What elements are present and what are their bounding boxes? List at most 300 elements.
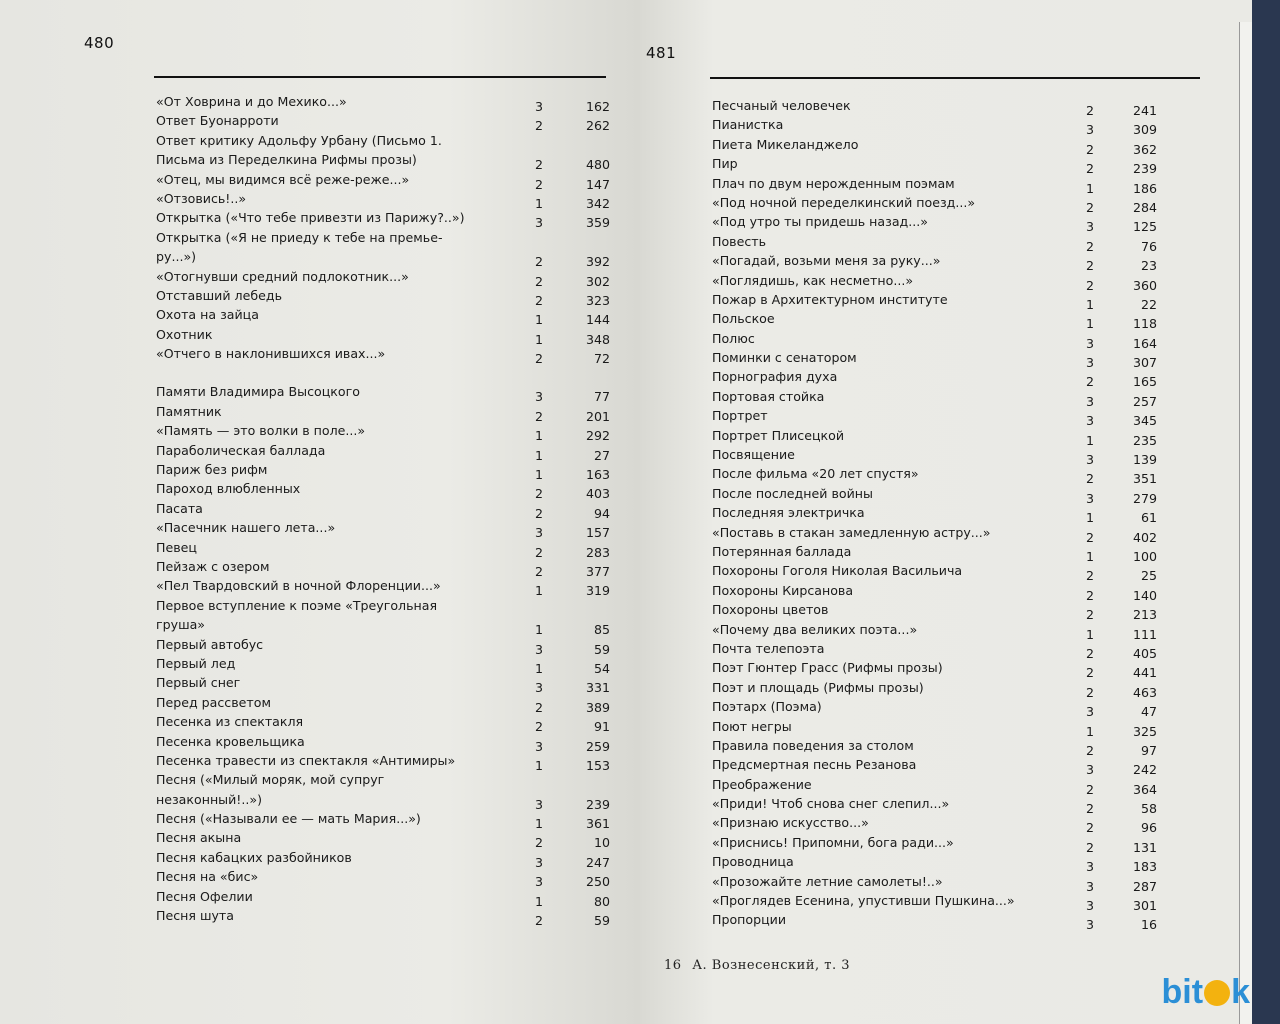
index-entry — [712, 195, 1182, 214]
entry-title: Пожар в Архитектурном институте — [712, 291, 948, 307]
footer-text: А. Вознесенский, т. 3 — [692, 958, 850, 973]
index-entry — [156, 384, 616, 403]
entry-page: 307 — [1132, 355, 1157, 371]
entry-page: 96 — [1140, 820, 1157, 836]
index-entry — [156, 734, 616, 753]
entry-title: Пиета Микеланджело — [712, 136, 859, 152]
index-entry — [712, 641, 1182, 660]
entry-title: Охотник — [156, 326, 213, 342]
index-entry — [712, 874, 1182, 893]
entry-volume: 2 — [1085, 684, 1094, 700]
entry-title: Посвящение — [712, 447, 795, 463]
entry-page: 235 — [1132, 432, 1157, 448]
entry-title: Пропорции — [712, 912, 787, 928]
entry-page: 165 — [1132, 374, 1157, 390]
index-entry — [712, 234, 1182, 253]
entry-page: 257 — [1132, 393, 1157, 409]
entry-volume: 3 — [1085, 355, 1094, 371]
entry-title: Песня кабацких разбойников — [156, 849, 352, 865]
index-entry — [156, 346, 616, 365]
entry-page: 201 — [585, 408, 610, 424]
entry-volume: 3 — [1085, 122, 1094, 138]
entry-volume: 2 — [534, 273, 543, 289]
index-entry — [712, 854, 1182, 873]
entry-volume: 2 — [1085, 568, 1094, 584]
entry-title: Поэт Гюнтер Грасс (Рифмы прозы) — [712, 660, 943, 676]
index-entry — [712, 563, 1182, 582]
entry-page: 100 — [1132, 548, 1157, 564]
entry-volume: 2 — [1085, 645, 1094, 661]
entry-title: груша» — [156, 617, 206, 633]
entry-page: 91 — [593, 719, 610, 735]
entry-title: Первое вступление к поэме «Треугольная — [156, 597, 438, 613]
entry-page: 323 — [585, 292, 610, 308]
entry-page: 118 — [1132, 316, 1157, 332]
entry-page: 22 — [1140, 296, 1157, 312]
entry-volume: 1 — [1085, 510, 1094, 526]
entry-page: 283 — [585, 544, 610, 560]
entry-volume: 2 — [1085, 238, 1094, 254]
entry-volume: 3 — [1085, 393, 1094, 409]
entry-volume: 2 — [1085, 471, 1094, 487]
header-rule-right — [710, 77, 1200, 79]
entry-volume: 2 — [534, 719, 543, 735]
entry-page: 242 — [1132, 762, 1157, 778]
entry-title: Поэт и площадь (Рифмы прозы) — [712, 679, 924, 695]
entry-volume: 3 — [1085, 335, 1094, 351]
entry-page: 250 — [585, 874, 610, 890]
entry-page: 345 — [1132, 413, 1157, 429]
entry-volume: 3 — [534, 389, 543, 405]
index-entry — [156, 307, 616, 326]
entry-title: «Погадай, возьми меня за руку...» — [712, 253, 941, 269]
index-entry — [156, 365, 616, 384]
watermark-text-after: k — [1231, 973, 1250, 1011]
index-entry — [156, 210, 616, 229]
entry-title: Охота на зайца — [156, 307, 259, 323]
index-entry — [156, 462, 616, 481]
entry-volume: 2 — [534, 254, 543, 270]
entry-title: Пианистка — [712, 117, 784, 133]
entry-title: «Память — это волки в поле...» — [156, 423, 366, 439]
entry-volume: 3 — [1085, 452, 1094, 468]
entry-page: 309 — [1132, 122, 1157, 138]
index-entry — [156, 133, 616, 152]
entry-page: 213 — [1132, 607, 1157, 623]
entry-page: 147 — [585, 176, 610, 192]
index-entry — [712, 466, 1182, 485]
entry-volume: 2 — [1085, 742, 1094, 758]
entry-volume: 2 — [1085, 529, 1094, 545]
entry-title: «Пел Твардовский в ночной Флоренции...» — [156, 578, 441, 594]
index-entry — [156, 113, 616, 132]
entry-page: 163 — [585, 467, 610, 483]
entry-title: Пир — [712, 156, 738, 172]
entry-volume: 3 — [1085, 413, 1094, 429]
index-list-left — [156, 94, 616, 927]
index-entry — [156, 656, 616, 675]
entry-page: 164 — [1132, 335, 1157, 351]
entry-volume: 2 — [1085, 587, 1094, 603]
entry-page: 348 — [585, 331, 610, 347]
entry-title: Первый лед — [156, 655, 236, 671]
index-entry — [712, 156, 1182, 175]
entry-page: 364 — [1132, 781, 1157, 797]
index-entry — [156, 617, 616, 636]
entry-title: Похороны цветов — [712, 602, 829, 618]
entry-volume: 3 — [1085, 917, 1094, 933]
index-entry — [156, 520, 616, 539]
entry-page: 331 — [585, 680, 610, 696]
entry-title: Параболическая баллада — [156, 442, 326, 458]
entry-volume: 1 — [534, 893, 543, 909]
entry-volume: 2 — [1085, 801, 1094, 817]
entry-title: «Приди! Чтоб снова снег слепил...» — [712, 796, 950, 812]
entry-volume: 2 — [534, 176, 543, 192]
index-entry — [156, 423, 616, 442]
index-entry — [156, 288, 616, 307]
entry-title: Песня Офелии — [156, 888, 253, 904]
entry-volume: 2 — [1085, 607, 1094, 623]
entry-volume: 2 — [1085, 277, 1094, 293]
entry-volume: 1 — [534, 428, 543, 444]
book-cover-edge — [1252, 0, 1280, 1024]
entry-volume: 2 — [534, 118, 543, 134]
entry-volume: 2 — [534, 292, 543, 308]
entry-title: «Признаю искусство...» — [712, 815, 869, 831]
index-entry — [156, 152, 616, 171]
index-entry — [156, 637, 616, 656]
entry-volume: 2 — [534, 486, 543, 502]
entry-page: 351 — [1132, 471, 1157, 487]
entry-page: 441 — [1132, 665, 1157, 681]
entry-title: Певец — [156, 539, 197, 555]
entry-title: «Отец, мы видимся всё реже-реже...» — [156, 171, 410, 187]
entry-page: 239 — [585, 796, 610, 812]
index-entry — [156, 889, 616, 908]
entry-page: 377 — [585, 563, 610, 579]
entry-page: 58 — [1140, 801, 1157, 817]
entry-title: «Отчего в наклонившихся ивах...» — [156, 346, 386, 362]
entry-title: Первый снег — [156, 675, 241, 691]
entry-page: 111 — [1132, 626, 1157, 642]
watermark-logo — [1162, 973, 1250, 1012]
index-entry — [156, 94, 616, 113]
entry-volume: 3 — [534, 525, 543, 541]
entry-page: 157 — [585, 525, 610, 541]
entry-title: «Проглядев Есенина, упустивши Пушкина...» — [712, 893, 1015, 909]
entry-volume: 2 — [1085, 665, 1094, 681]
index-entry — [156, 598, 616, 617]
entry-page: 247 — [585, 854, 610, 870]
index-entry — [712, 428, 1182, 447]
entry-volume: 3 — [1085, 878, 1094, 894]
index-entry — [712, 719, 1182, 738]
entry-title: «Под ночной переделкинский поезд...» — [712, 194, 976, 210]
index-entry — [712, 331, 1182, 350]
entry-volume: 1 — [534, 583, 543, 599]
index-entry — [712, 98, 1182, 117]
index-entry — [712, 137, 1182, 156]
entry-volume: 2 — [1085, 103, 1094, 118]
entry-volume: 3 — [1085, 898, 1094, 914]
entry-page: 402 — [1132, 529, 1157, 545]
entry-page: 342 — [585, 195, 610, 211]
entry-page: 359 — [585, 215, 610, 231]
entry-title: Преображение — [712, 776, 812, 792]
entry-volume: 2 — [534, 351, 543, 367]
entry-page: 25 — [1140, 568, 1157, 584]
entry-title: Письма из Переделкина Рифмы прозы) — [156, 152, 417, 168]
entry-title: Плач по двум нерожденным поэмам — [712, 175, 955, 191]
entry-title: После фильма «20 лет спустя» — [712, 466, 919, 482]
index-entry — [156, 230, 616, 249]
entry-volume: 2 — [534, 157, 543, 173]
entry-volume: 2 — [1085, 258, 1094, 274]
index-entry — [712, 893, 1182, 912]
entry-volume: 3 — [1085, 762, 1094, 778]
entry-page: 10 — [593, 835, 610, 851]
entry-title: Правила поведения за столом — [712, 737, 914, 753]
index-entry — [156, 908, 616, 927]
index-entry — [156, 772, 616, 791]
entry-page: 292 — [585, 428, 610, 444]
entry-title: Поют негры — [712, 718, 792, 734]
entry-page: 262 — [585, 118, 610, 134]
entry-volume: 1 — [534, 816, 543, 832]
entry-volume: 2 — [1085, 141, 1094, 157]
entry-volume: 2 — [534, 408, 543, 424]
index-entry — [156, 850, 616, 869]
index-list-right — [712, 98, 1182, 932]
entry-title: Открытка («Я не приеду к тебе на премье- — [156, 229, 443, 245]
entry-title: Песня («Милый моряк, мой супруг — [156, 772, 385, 788]
index-entry — [156, 540, 616, 559]
index-entry — [712, 757, 1182, 776]
entry-title: Песня шута — [156, 908, 234, 924]
entry-page: 94 — [593, 505, 610, 521]
entry-title: Портрет — [712, 408, 768, 424]
entry-page: 279 — [1132, 490, 1157, 506]
entry-volume: 2 — [534, 699, 543, 715]
entry-page: 61 — [1140, 510, 1157, 526]
entry-title: После последней войны — [712, 485, 873, 501]
entry-page: 97 — [1140, 742, 1157, 758]
entry-title: Пароход влюбленных — [156, 481, 301, 497]
entry-title: Париж без рифм — [156, 462, 268, 478]
entry-page: 85 — [593, 622, 610, 638]
entry-title: ру...») — [156, 249, 197, 265]
index-entry — [712, 389, 1182, 408]
entry-page: 301 — [1132, 898, 1157, 914]
index-entry — [712, 525, 1182, 544]
entry-title: Проводница — [712, 854, 794, 870]
page-number-right: 481 — [646, 44, 677, 62]
entry-title: Песенка кровельщика — [156, 733, 305, 749]
entry-page: 362 — [1132, 141, 1157, 157]
index-entry — [712, 602, 1182, 621]
entry-page: 186 — [1132, 180, 1157, 196]
entry-title: «Прозожайте летние самолеты!..» — [712, 873, 943, 889]
entry-volume: 2 — [1085, 839, 1094, 855]
index-entry — [712, 796, 1182, 815]
index-entry — [712, 622, 1182, 641]
entry-page: 463 — [1132, 684, 1157, 700]
entry-page: 77 — [593, 389, 610, 405]
entry-page: 360 — [1132, 277, 1157, 293]
entry-title: Ответ критику Адольфу Урбану (Письмо 1. — [156, 132, 442, 148]
entry-volume: 1 — [1085, 626, 1094, 642]
entry-volume: 1 — [534, 467, 543, 483]
index-entry — [156, 714, 616, 733]
entry-title: Пейзаж с озером — [156, 558, 270, 574]
entry-page: 162 — [585, 99, 610, 114]
entry-title: Порнография духа — [712, 369, 838, 385]
index-entry — [712, 815, 1182, 834]
entry-volume: 3 — [1085, 704, 1094, 720]
entry-page: 47 — [1140, 704, 1157, 720]
index-entry — [712, 292, 1182, 311]
index-entry — [712, 253, 1182, 272]
entry-volume: 1 — [534, 195, 543, 211]
entry-title: «Пасечник нашего лета...» — [156, 520, 336, 536]
entry-page: 259 — [585, 738, 610, 754]
index-entry — [712, 505, 1182, 524]
entry-title: Песня («Называли ее — мать Мария...») — [156, 811, 421, 827]
index-entry — [712, 273, 1182, 292]
right-page — [640, 0, 1252, 1024]
entry-title: Ответ Буонарроти — [156, 113, 279, 129]
entry-page: 287 — [1132, 878, 1157, 894]
header-rule-left — [154, 76, 606, 78]
entry-page: 361 — [585, 816, 610, 832]
entry-title: Песенка травести из спектакля «Антимиры» — [156, 752, 456, 768]
index-entry — [156, 811, 616, 830]
entry-page: 325 — [1132, 723, 1157, 739]
index-entry — [712, 311, 1182, 330]
entry-title: «Под утро ты придешь назад...» — [712, 214, 928, 230]
page-footer — [664, 958, 850, 973]
entry-volume: 2 — [534, 835, 543, 851]
index-entry — [712, 544, 1182, 563]
index-entry — [156, 327, 616, 346]
entry-volume: 3 — [534, 99, 543, 114]
index-entry — [712, 680, 1182, 699]
entry-volume: 1 — [534, 660, 543, 676]
entry-title: «Поглядишь, как несметно...» — [712, 272, 914, 288]
entry-page: 403 — [585, 486, 610, 502]
entry-page: 284 — [1132, 199, 1157, 215]
index-entry — [712, 835, 1182, 854]
entry-volume: 1 — [534, 331, 543, 347]
entry-page: 140 — [1132, 587, 1157, 603]
index-entry — [156, 269, 616, 288]
entry-page: 392 — [585, 254, 610, 270]
entry-title: Отставший лебедь — [156, 287, 282, 303]
entry-page: 27 — [593, 447, 610, 463]
entry-page: 480 — [585, 157, 610, 173]
entry-page: 319 — [585, 583, 610, 599]
entry-volume: 3 — [534, 874, 543, 890]
entry-title: «Почему два великих поэта...» — [712, 621, 918, 637]
entry-page: 239 — [1132, 161, 1157, 177]
entry-page: 241 — [1132, 103, 1157, 118]
entry-page: 302 — [585, 273, 610, 289]
entry-title: Перед рассветом — [156, 694, 271, 710]
entry-title: Потерянная баллада — [712, 543, 852, 559]
index-entry — [156, 830, 616, 849]
entry-title: Открытка («Что тебе привезти из Парижу?..») — [156, 210, 465, 226]
index-entry — [712, 486, 1182, 505]
entry-title: Похороны Кирсанова — [712, 582, 854, 598]
entry-title: Портовая стойка — [712, 388, 825, 404]
index-entry — [712, 777, 1182, 796]
entry-title: Польское — [712, 311, 775, 327]
index-entry — [712, 660, 1182, 679]
entry-volume: 3 — [534, 215, 543, 231]
entry-page: 131 — [1132, 839, 1157, 855]
entry-volume: 3 — [534, 680, 543, 696]
entry-page: 54 — [593, 660, 610, 676]
entry-volume: 2 — [534, 563, 543, 579]
entry-volume: 2 — [1085, 199, 1094, 215]
index-entry — [156, 792, 616, 811]
entry-page: 80 — [593, 893, 610, 909]
index-entry — [156, 249, 616, 268]
entry-page: 183 — [1132, 859, 1157, 875]
entry-title: Поминки с сенатором — [712, 350, 857, 366]
index-entry — [156, 695, 616, 714]
entry-title: «Поставь в стакан замедленную астру...» — [712, 524, 991, 540]
entry-title: Первый автобус — [156, 636, 264, 652]
entry-volume: 1 — [534, 757, 543, 773]
entry-title: Песня на «бис» — [156, 869, 259, 885]
entry-title: Повесть — [712, 233, 767, 249]
index-entry — [712, 912, 1182, 931]
index-entry — [156, 404, 616, 423]
entry-title: незаконный!..») — [156, 791, 262, 807]
entry-volume: 1 — [1085, 180, 1094, 196]
footer-signature: 16 — [664, 958, 682, 973]
entry-volume: 1 — [534, 622, 543, 638]
entry-volume: 2 — [534, 544, 543, 560]
page-number-left: 480 — [84, 34, 115, 52]
entry-volume: 2 — [1085, 161, 1094, 177]
entry-page: 76 — [1140, 238, 1157, 254]
index-entry — [712, 214, 1182, 233]
entry-volume: 2 — [1085, 781, 1094, 797]
entry-volume: 3 — [534, 738, 543, 754]
index-entry — [156, 675, 616, 694]
index-entry — [712, 699, 1182, 718]
entry-page: 144 — [585, 312, 610, 328]
entry-volume: 2 — [534, 505, 543, 521]
entry-volume: 3 — [1085, 219, 1094, 235]
entry-title: Памятник — [156, 403, 222, 419]
entry-volume: 1 — [1085, 316, 1094, 332]
entry-volume: 1 — [534, 312, 543, 328]
index-entry — [156, 172, 616, 191]
index-entry — [712, 369, 1182, 388]
entry-volume: 1 — [534, 447, 543, 463]
entry-page: 153 — [585, 757, 610, 773]
entry-volume: 1 — [1085, 723, 1094, 739]
entry-title: Почта телепоэта — [712, 640, 825, 656]
entry-title: Поэтарх (Поэма) — [712, 699, 822, 715]
entry-volume: 3 — [534, 854, 543, 870]
entry-title: «Отогнувши средний подлокотник...» — [156, 268, 409, 284]
index-entry — [712, 583, 1182, 602]
